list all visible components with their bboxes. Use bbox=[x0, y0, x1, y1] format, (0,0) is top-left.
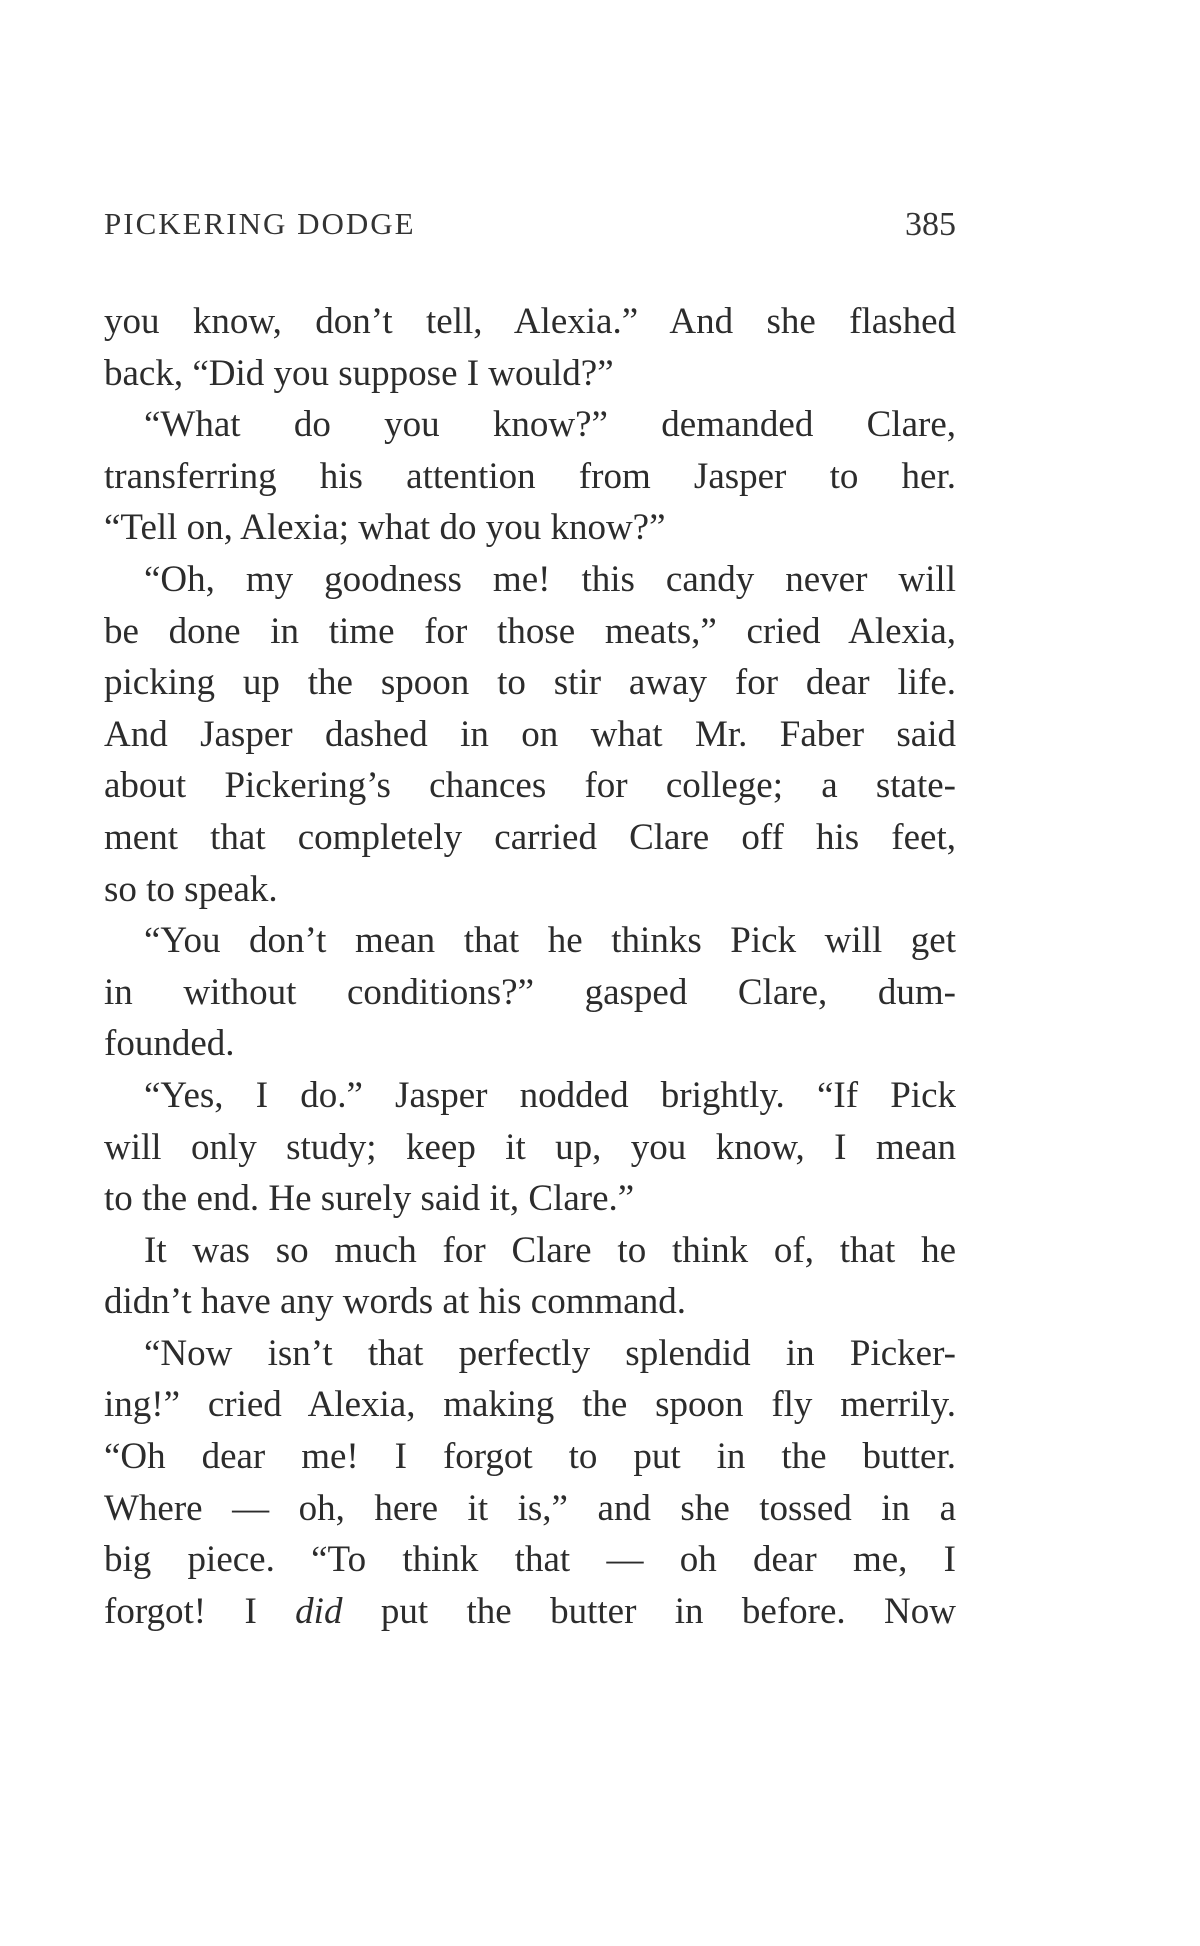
running-head bbox=[104, 206, 956, 256]
text-line: big piece. “To think that — oh dear me, I bbox=[104, 1539, 956, 1581]
text-line: “Yes, I do.” Jasper nodded brightly. “If Pick bbox=[144, 1074, 956, 1116]
text-line: didn’t have any words at his command. bbox=[104, 1281, 686, 1323]
text-line: ing!” cried Alexia, making the spoon fly merrily. bbox=[104, 1384, 956, 1426]
italic-emphasis: did bbox=[295, 1590, 343, 1632]
text-line: “What do you know?” demanded Clare, bbox=[144, 404, 956, 446]
text-line: about Pickering’s chances for college; a state- bbox=[104, 765, 956, 807]
text-line: you know, don’t tell, Alexia.” And she flashed bbox=[104, 301, 956, 342]
text-line: “Now isn’t that perfectly splendid in Picker- bbox=[144, 1332, 956, 1374]
text-line: It was so much for Clare to think of, that he bbox=[144, 1229, 956, 1271]
text-line: in without conditions?” gasped Clare, dum- bbox=[104, 971, 956, 1013]
text-line: ment that completely carried Clare off his feet, bbox=[104, 816, 956, 858]
body-text bbox=[104, 296, 956, 1637]
running-title: PICKERING DODGE bbox=[104, 206, 416, 241]
text-line: will only study; keep it up, you know, I mean bbox=[104, 1126, 956, 1168]
text-line: transferring his attention from Jasper to her. bbox=[104, 455, 956, 497]
text-line: back, “Did you suppose I would?” bbox=[104, 352, 614, 394]
text-line-last bbox=[104, 1586, 956, 1638]
text-line: “Tell on, Alexia; what do you know?” bbox=[104, 507, 666, 549]
text-line: be done in time for those meats,” cried Alexia, bbox=[104, 610, 956, 652]
text-segment: forgot! I bbox=[104, 1590, 296, 1632]
text-segment: put the butter in before. Now bbox=[342, 1590, 956, 1632]
text-line: to the end. He surely said it, Clare.” bbox=[104, 1178, 635, 1220]
text-line: picking up the spoon to stir away for dear life. bbox=[104, 662, 956, 704]
text-line: “Oh dear me! I forgot to put in the butter. bbox=[104, 1436, 956, 1478]
text-line: “Oh, my goodness me! this candy never will bbox=[144, 558, 956, 600]
text-line: founded. bbox=[104, 1023, 235, 1065]
text-line: “You don’t mean that he thinks Pick will get bbox=[144, 920, 956, 962]
text-line: so to speak. bbox=[104, 868, 278, 910]
text-line: And Jasper dashed in on what Mr. Faber said bbox=[104, 713, 956, 755]
text-line: Where — oh, here it is,” and she tossed in a bbox=[104, 1487, 956, 1529]
page-number: 385 bbox=[905, 206, 956, 243]
